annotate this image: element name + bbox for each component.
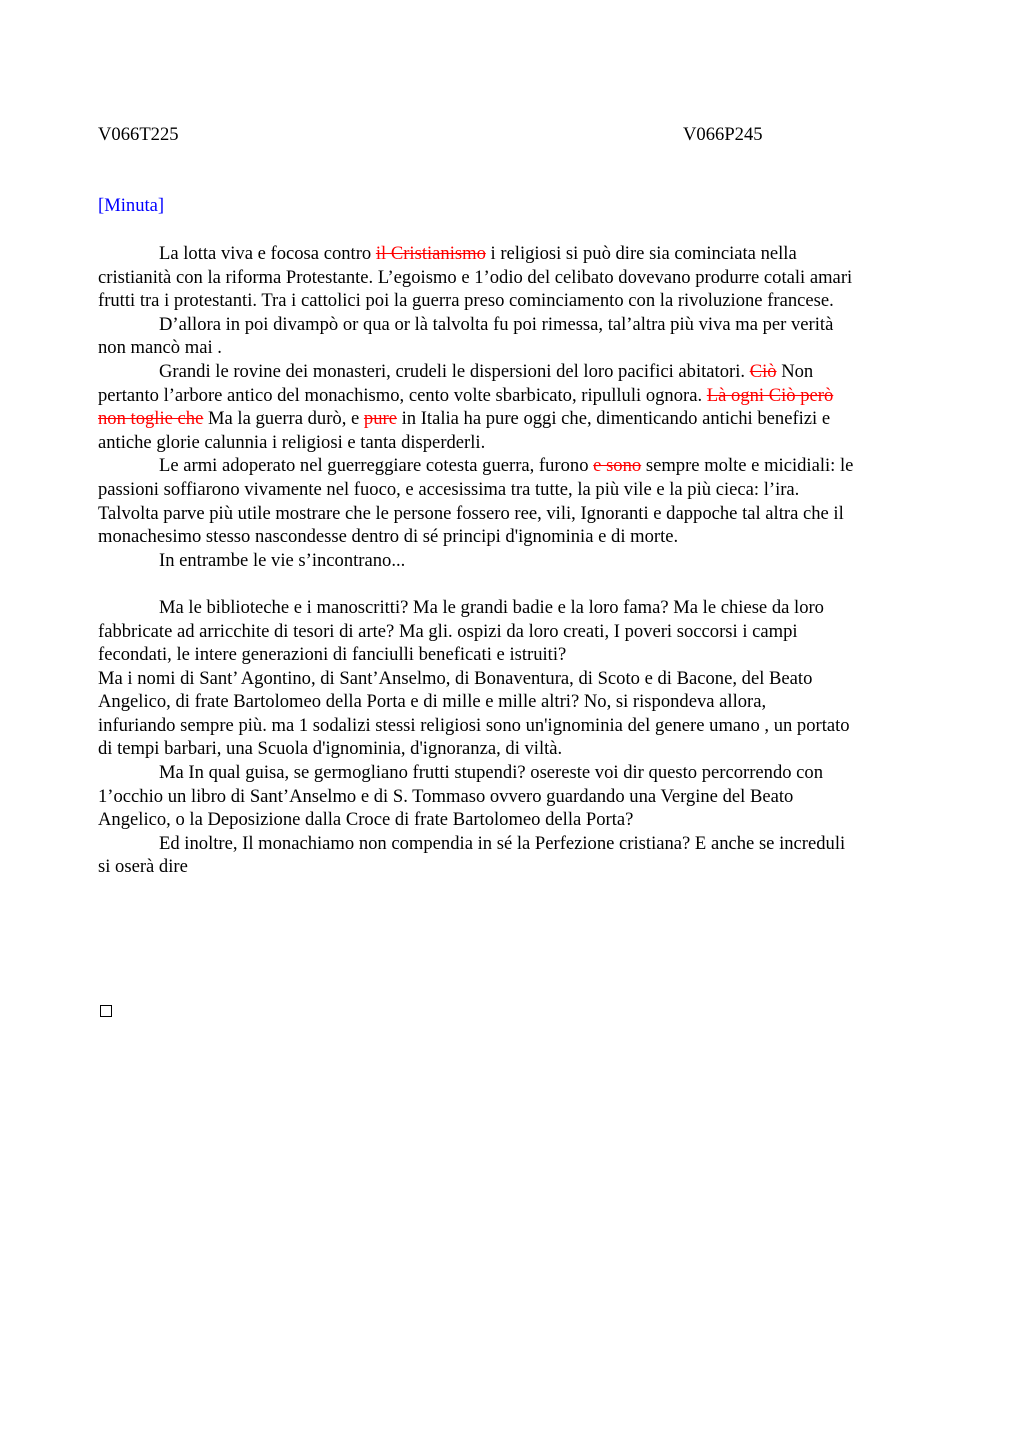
text-segment: D’allora in poi divampò or qua or là talvolta fu poi rimessa, tal’altra più viva ma per verità non mancò mai . (98, 313, 834, 359)
struck-text: Ciò (749, 360, 777, 382)
document-body (98, 242, 858, 879)
text-segment: Non pertanto l’arbore antico del monachismo, cento volte sbarbicato, ripulluli ognora. (98, 360, 814, 406)
paragraph (98, 360, 858, 454)
text-segment: sempre molte e micidiali: le passioni soffiarono vivamente nel fuoco, e accesissima tra tutte, la più vile e la più cieca: l’ira. (98, 455, 854, 500)
struck-text: e sono (593, 455, 642, 477)
paragraph (98, 313, 858, 360)
text-segment: Grandi le rovine dei monasteri, crudeli le dispersioni del loro pacifici abitatori. (159, 360, 750, 382)
text-segment: Ma i nomi di Sant’ Agontino, di Sant’Anselmo, di Bonaventura, di Scoto e di Bacone, del Beato Angelico, di frate Bartolomeo della Porta e di mille e mille altri? No, si rispondeva allora, (98, 667, 813, 713)
paragraph (98, 242, 858, 313)
text-segment: La lotta viva e focosa contro (159, 243, 376, 264)
paragraph (98, 454, 858, 501)
struck-text: Là ogni Ciò però non toglie che (98, 384, 834, 430)
text-segment: In entrambe le vie s’incontrano... (159, 549, 406, 571)
paragraph (98, 832, 858, 879)
text-segment: i religiosi si può dire sia cominciata nella cristianità con la riforma Protestante. L’egoismo e 1’odio del celibato dovevano produrre cotali amari frutti tra i protestanti. Tra i cattolici poi la guerra preso cominciamento con la rivoluzione francese. (98, 243, 853, 312)
struck-text: pure (363, 408, 397, 430)
paragraph-spacer (98, 572, 858, 596)
paragraph (98, 549, 858, 573)
paragraph (98, 761, 858, 832)
document-code-left: V066T225 (98, 124, 179, 145)
document-code-right: V066P245 (683, 124, 763, 145)
minuta-label: [Minuta] (98, 195, 165, 216)
text-segment: infuriando sempre più. ma 1 sodalizi stessi religiosi sono un'ignominia del genere umano , un portato di tempi barbari, una Scuola d'ignominia, d'ignoranza, di viltà. (98, 714, 850, 760)
paragraph (98, 714, 858, 761)
paragraph (98, 667, 858, 714)
struck-text: il Cristianismo (375, 243, 486, 264)
paragraph (98, 502, 858, 549)
text-segment: Ma la guerra durò, e (203, 408, 364, 430)
text-segment: Le armi adoperato nel guerreggiare cotesta guerra, furono (159, 455, 594, 477)
text-segment: Ma In qual guisa, se germogliano frutti stupendi? osereste voi dir questo percorrendo con 1’occhio un libro di Sant’Anselmo e di S. Tommaso ovvero guardando una Vergine del Beato Angelico, o la Deposizione dalla Croce di frate Bartolomeo della Porta? (98, 762, 824, 831)
text-segment: Ma le biblioteche e i manoscritti? Ma le grandi badie e la loro fama? Ma le chiese da loro fabbricate ad arricchite di tesori di arte? Ma gli. ospizi da loro creati, I poveri soccorsi i campi fecondati, le intere generazioni di fanciulli beneficati e istruiti? (98, 596, 824, 666)
text-segment: Talvolta parve più utile mostrare che le persone fossero ree, vili, Ignoranti e dappoche tal altra che il monachesimo stesso nascondesse dentro di sé principi d'ignominia e di morte. (98, 502, 844, 548)
checkbox-glyph (100, 1005, 112, 1017)
text-segment: Ed inoltre, Il monachiamo non compendia in sé la Perfezione cristiana? E anche se increduli si oserà dire (98, 832, 846, 878)
paragraph (98, 596, 858, 667)
text-segment: in Italia ha pure oggi che, dimenticando antichi benefizi e antiche glorie calunnia i religiosi e tanta disperderli. (98, 408, 831, 453)
